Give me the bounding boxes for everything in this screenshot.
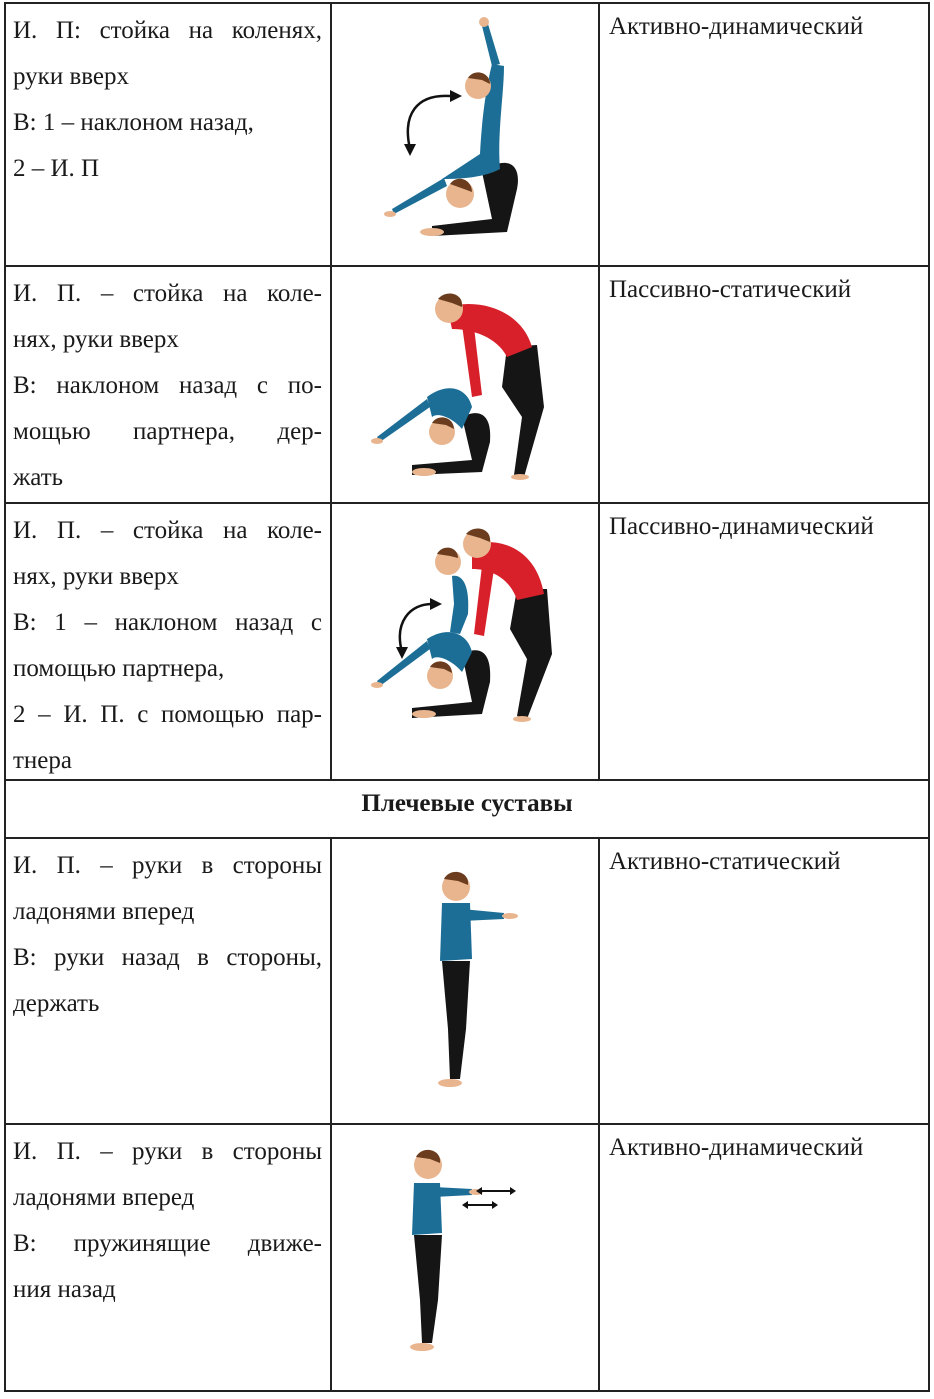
description-line: В: пружинящие движе-: [13, 1230, 322, 1257]
description-line: 2 – И. П: [13, 155, 100, 182]
standing-arms-spring-arrows-icon: [332, 1125, 600, 1388]
description-line: ния назад: [13, 1276, 116, 1303]
exercise-description: [6, 504, 332, 779]
description-line: нях, руки вверх: [13, 563, 179, 590]
partner-assisted-backbend-icon: [332, 267, 600, 502]
exercise-figure-cell: [332, 4, 600, 265]
exercise-figure-cell: [332, 267, 600, 502]
exercise-description: [6, 839, 332, 1123]
exercise-description: [6, 1125, 332, 1390]
method-cell: [600, 1125, 928, 1390]
description-line: В: 1 – наклоном назад,: [13, 109, 254, 136]
description-line: ладонями вперед: [13, 898, 195, 925]
description-line: ладонями вперед: [13, 1184, 195, 1211]
method-label: Пассивно-динамический: [609, 513, 874, 540]
description-line: 2 – И. П. с помощью пар-: [13, 701, 322, 728]
section-header-row: [6, 781, 928, 839]
kneeling-backbend-arrow-icon: [332, 4, 600, 265]
method-cell: [600, 504, 928, 779]
table-row: [6, 839, 928, 1125]
table-row: [6, 504, 928, 781]
exercise-figure-cell: [332, 839, 600, 1123]
standing-arms-back-icon: [332, 839, 600, 1123]
method-label: Активно-динамический: [609, 1134, 864, 1161]
method-cell: [600, 839, 928, 1123]
description-line: тнера: [13, 747, 72, 774]
description-line: И. П. – стойка на коле-: [13, 517, 322, 544]
description-line: помощью партнера,: [13, 655, 225, 682]
exercise-description: [6, 267, 332, 502]
description-line: нях, руки вверх: [13, 326, 179, 353]
table-row: [6, 267, 928, 504]
description-line: И. П. – руки в стороны: [13, 1138, 322, 1165]
exercise-description: [6, 4, 332, 265]
section-title: Плечевые суставы: [361, 790, 573, 817]
description-line: И. П. – стойка на коле-: [13, 280, 322, 307]
method-label: Активно-динамический: [609, 13, 864, 40]
description-line: В: руки назад в стороны,: [13, 944, 322, 971]
description-line: В: 1 – наклоном назад с: [13, 609, 322, 636]
exercise-figure-cell: [332, 504, 600, 779]
method-label: Активно-статический: [609, 848, 841, 875]
partner-assisted-backbend-arrow-icon: [332, 504, 600, 779]
method-label: Пассивно-статический: [609, 276, 852, 303]
description-line: В: наклоном назад с по-: [13, 372, 322, 399]
method-cell: [600, 4, 928, 265]
description-line: жать: [13, 464, 64, 491]
description-line: И. П: стойка на коленях,: [13, 17, 322, 44]
description-line: И. П. – руки в стороны: [13, 852, 322, 879]
description-line: мощью партнера, дер-: [13, 418, 322, 445]
description-line: держать: [13, 990, 100, 1017]
method-cell: [600, 267, 928, 502]
exercise-table: [4, 2, 930, 1392]
table-row: [6, 4, 928, 267]
description-line: руки вверх: [13, 63, 130, 90]
exercise-figure-cell: [332, 1125, 600, 1390]
table-row: [6, 1125, 928, 1390]
